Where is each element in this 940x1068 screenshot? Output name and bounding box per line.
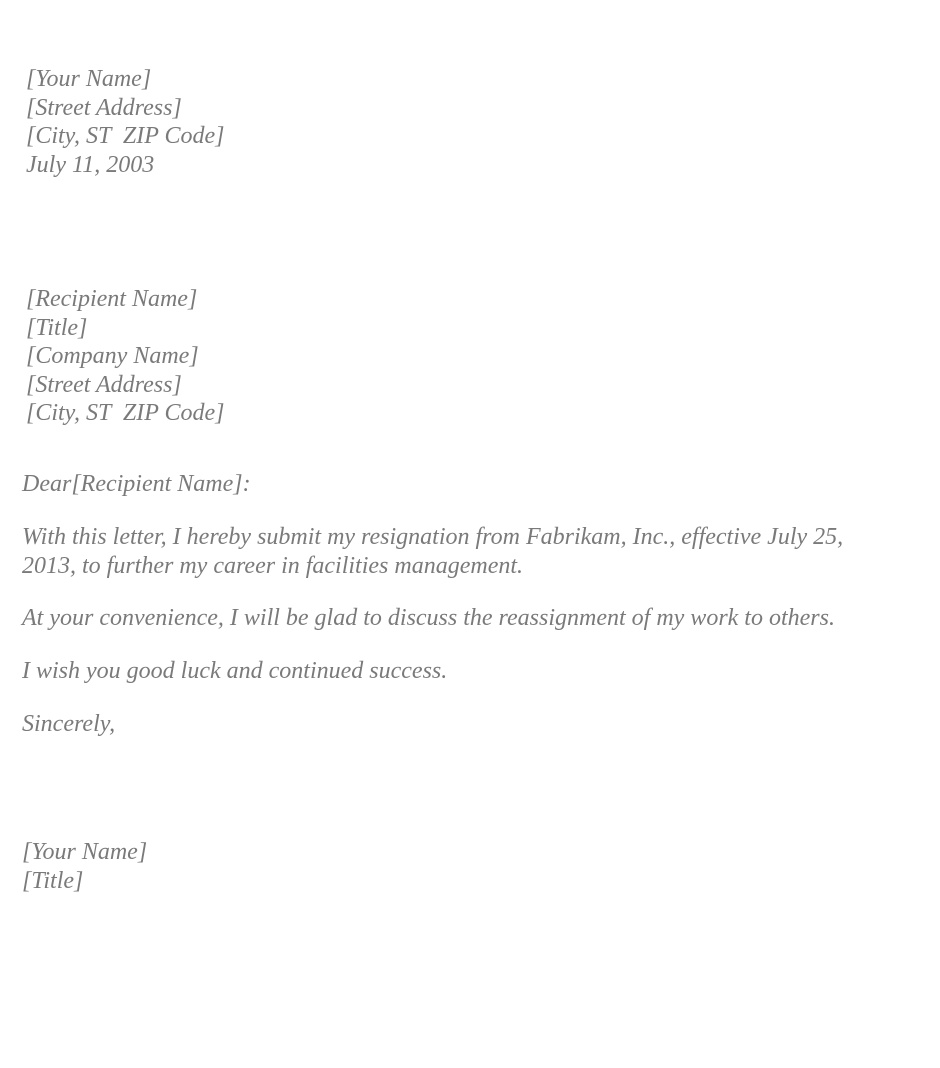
salutation-text: Dear[Recipient Name]: — [22, 471, 251, 497]
paragraph-1-line-2: 2013, to further my career in facilities management. — [22, 552, 524, 579]
closing-text: Sincerely, — [22, 711, 116, 737]
paragraph-1-line-1: With this letter, I hereby submit my resignation from Fabrikam, Inc., effective July 25, — [22, 524, 844, 550]
salutation — [22, 470, 251, 499]
closing — [22, 710, 115, 739]
letter-date: July 11, 2003 — [26, 151, 155, 178]
recipient-company: [Company Name] — [26, 343, 199, 369]
recipient-title: [Title] — [26, 314, 88, 341]
recipient-address-block — [26, 285, 225, 428]
sender-name: [Your Name] — [26, 66, 152, 92]
sender-address-block — [26, 65, 225, 179]
recipient-name: [Recipient Name] — [26, 286, 198, 312]
recipient-street: [Street Address] — [26, 371, 182, 398]
paragraph-3-text: I wish you good luck and continued success. — [22, 658, 448, 684]
body-paragraph-2 — [22, 604, 835, 633]
paragraph-2-text: At your convenience, I will be glad to discuss the reassignment of my work to others. — [22, 605, 835, 631]
recipient-city: [City, ST ZIP Code] — [26, 400, 225, 426]
sender-city: [City, ST ZIP Code] — [26, 123, 225, 149]
signature-block — [22, 838, 147, 895]
sender-street: [Street Address] — [26, 94, 182, 121]
body-paragraph-1 — [22, 523, 902, 580]
signature-name: [Your Name] — [22, 839, 148, 865]
signature-title: [Title] — [22, 867, 84, 894]
body-paragraph-3 — [22, 657, 447, 686]
